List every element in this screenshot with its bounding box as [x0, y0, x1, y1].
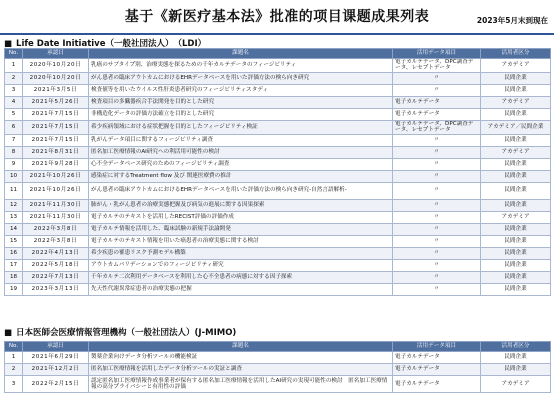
table-row: [5, 146, 551, 158]
cell-source: 〃: [393, 211, 481, 223]
cell-source: 〃: [393, 223, 481, 235]
table-row: [5, 72, 551, 84]
cell-date: 2021年10月26日: [23, 182, 89, 199]
cell-date: 2021年10月26日: [23, 170, 89, 182]
table-header-row: [5, 49, 551, 59]
date-note: 2023年5月末到现在: [476, 16, 548, 25]
cell-name: 製薬企業向けデータ分析ツールの機能検証: [89, 352, 393, 364]
cell-date: 2021年8月31日: [23, 146, 89, 158]
cell-name: 千年カルテ二次利用データベースを利用した心不全患者の病態に対する因子探索: [89, 271, 393, 283]
cell-date: 2021年3月5日: [23, 84, 89, 96]
table-row: [5, 120, 551, 134]
cell-no: 7: [5, 134, 23, 146]
cell-no: 14: [5, 223, 23, 235]
cell-no: 13: [5, 211, 23, 223]
table-row: [5, 283, 551, 295]
cell-no: 3: [5, 376, 23, 393]
cell-date: 2021年7月15日: [23, 134, 89, 146]
cell-no: 5: [5, 108, 23, 120]
cell-date: 2021年12月2日: [23, 364, 89, 376]
column-header-source: 活用データ項目: [393, 342, 481, 352]
cell-no: 10: [5, 170, 23, 182]
section-title-jmimo: [4, 326, 236, 338]
column-header-source: 活用データ項目: [393, 49, 481, 59]
cell-no: 2: [5, 72, 23, 84]
cell-source: 電子カルテデータ、DPC調査データ、レセプトデータ: [393, 120, 481, 134]
cell-no: 6: [5, 120, 23, 134]
cell-name: アウトカムバリデーションでのフィージビリティ研究: [89, 259, 393, 271]
cell-source: 〃: [393, 271, 481, 283]
cell-type: 民間企業: [481, 223, 551, 235]
cell-date: 2022年2月15日: [23, 376, 89, 393]
cell-no: 9: [5, 158, 23, 170]
cell-date: 2021年7月15日: [23, 120, 89, 134]
table-row: [5, 352, 551, 364]
cell-name: 検査項目の多臓器疾合手法開発を目的とした研究: [89, 96, 393, 108]
cell-name: 乳がんデータ項目に関するフィージビリティ調査: [89, 134, 393, 146]
cell-name: 認定匿名加工医療情報作成事業者が保有する匿名加工医療情報を活用したAI研究の実現可能性の検討 匿名加工医療情報の高分プライバシーと有用性の評価: [89, 376, 393, 393]
table-row: [5, 364, 551, 376]
jmimo-table: [4, 341, 551, 393]
cell-name: 希少疾患の罹患リスク予測モデル構築: [89, 247, 393, 259]
cell-type: アカデミア: [481, 376, 551, 393]
cell-type: アカデミア: [481, 59, 551, 73]
cell-name: 非構造化データの評価方法確立を目的とした研究: [89, 108, 393, 120]
cell-no: 16: [5, 247, 23, 259]
cell-no: 12: [5, 199, 23, 211]
table-row: [5, 259, 551, 271]
cell-date: 2022年4月13日: [23, 247, 89, 259]
ldi-table: [4, 48, 551, 296]
table-header-row: [5, 342, 551, 352]
cell-name: 心不全データベース研究のためのフィージビリティ調査: [89, 158, 393, 170]
column-header-type: 活用者区分: [481, 49, 551, 59]
cell-date: 2021年11月30日: [23, 211, 89, 223]
table-row: [5, 108, 551, 120]
cell-no: 11: [5, 182, 23, 199]
cell-name: 電子カルテのテキストを活用したRECIST評価の評価作成: [89, 211, 393, 223]
cell-type: 民間企業: [481, 364, 551, 376]
table-row: [5, 170, 551, 182]
table-row: [5, 134, 551, 146]
cell-source: 〃: [393, 158, 481, 170]
table-row: [5, 271, 551, 283]
table-row: [5, 235, 551, 247]
table-row: [5, 158, 551, 170]
table-row: [5, 84, 551, 96]
table-row: [5, 376, 551, 393]
page-title: 基于《新医疗基本法》批准的项目课题成果列表: [124, 9, 430, 25]
cell-date: 2021年11月30日: [23, 199, 89, 211]
cell-no: 19: [5, 283, 23, 295]
cell-no: 18: [5, 271, 23, 283]
column-header-type: 活用者区分: [481, 342, 551, 352]
cell-source: 〃: [393, 235, 481, 247]
section-title-jmimo-text: 日本医師会医療情報管理機构（一般社団法人）(J-MIMO): [16, 328, 237, 338]
cell-source: 〃: [393, 134, 481, 146]
cell-name: 匿名加工医療情報のAI研究への利活用可能性の検討: [89, 146, 393, 158]
column-header-date: 承認日: [23, 342, 89, 352]
cell-name: 乳癌のサブタイプ別、治療実態を探るための千年カルテデータのフィージビリティ: [89, 59, 393, 73]
table-row: [5, 223, 551, 235]
cell-name: 感染症に対するTreatment flow 及び 関連医療費の推計: [89, 170, 393, 182]
cell-type: 民間企業: [481, 108, 551, 120]
table-row: [5, 96, 551, 108]
cell-source: 電子カルテデータ: [393, 352, 481, 364]
section-title-ldi-text: Life Date Initiative（一般社団法人） （LDI）: [16, 39, 207, 49]
cell-type: 民間企業: [481, 84, 551, 96]
cell-source: 電子カルテデータ: [393, 364, 481, 376]
cell-source: 〃: [393, 84, 481, 96]
title-bar: [0, 0, 554, 34]
cell-no: 1: [5, 352, 23, 364]
square-bullet-icon: ■: [4, 328, 13, 338]
cell-name: 検査値等を用いたウイルス性肝炎患者研究のフィージビリティスタディ: [89, 84, 393, 96]
cell-name: がん患者の臨床アウトカムにおけるEHRデータベースを用いた評価方法の検ら向き研究: [89, 72, 393, 84]
column-header-name: 課題名: [89, 342, 393, 352]
cell-date: 2023年3月13日: [23, 283, 89, 295]
cell-source: 電子カルテデータ: [393, 108, 481, 120]
cell-type: アカデミア: [481, 211, 551, 223]
cell-source: 〃: [393, 199, 481, 211]
cell-source: 〃: [393, 247, 481, 259]
cell-date: 2022年3月8日: [23, 223, 89, 235]
cell-source: 電子カルテデータ: [393, 96, 481, 108]
cell-type: 民間企業: [481, 352, 551, 364]
cell-source: 〃: [393, 182, 481, 199]
cell-date: 2022年5月18日: [23, 259, 89, 271]
cell-no: 8: [5, 146, 23, 158]
table-row: [5, 199, 551, 211]
cell-type: 民間企業: [481, 170, 551, 182]
cell-date: 2021年5月26日: [23, 96, 89, 108]
cell-type: 民間企業: [481, 283, 551, 295]
cell-type: 民間企業: [481, 271, 551, 283]
cell-name: 先天性代謝異常症患者の治療実態の把握: [89, 283, 393, 295]
square-bullet-icon: ■: [4, 39, 13, 49]
cell-no: 4: [5, 96, 23, 108]
cell-name: 匿名加工医療情報を活用したデータ分析ツールの実証と調査: [89, 364, 393, 376]
column-header-date: 承認日: [23, 49, 89, 59]
cell-type: 民間企業: [481, 247, 551, 259]
cell-type: 民間企業: [481, 235, 551, 247]
cell-name: 肺がん・乳がん患者の治療実態把握及び病気の進展に関する因果探索: [89, 199, 393, 211]
cell-type: アカデミア: [481, 96, 551, 108]
cell-no: 3: [5, 84, 23, 96]
cell-source: 〃: [393, 146, 481, 158]
column-header-no: No.: [5, 342, 23, 352]
cell-no: 1: [5, 59, 23, 73]
cell-type: 民間企業: [481, 259, 551, 271]
cell-date: 2022年7月13日: [23, 271, 89, 283]
cell-type: 民間企業: [481, 199, 551, 211]
cell-date: 2021年6月29日: [23, 352, 89, 364]
cell-source: 〃: [393, 72, 481, 84]
cell-date: 2022年3月8日: [23, 235, 89, 247]
cell-date: 2020年10月20日: [23, 59, 89, 73]
cell-source: 電子カルテデータ: [393, 376, 481, 393]
column-header-no: No.: [5, 49, 23, 59]
title-divider: [0, 33, 554, 35]
cell-type: アカデミア: [481, 146, 551, 158]
cell-source: 電子カルテデータ、DPC調査データ、レセプトデータ: [393, 59, 481, 73]
cell-source: 〃: [393, 170, 481, 182]
cell-type: 民間企業: [481, 182, 551, 199]
cell-name: 希少疾病領域における症状把握を目的としたフィージビリティ検証: [89, 120, 393, 134]
table-row: [5, 182, 551, 199]
cell-no: 15: [5, 235, 23, 247]
cell-name: 電子カルテ情報を活用した、臨床試験の新規手法論開発: [89, 223, 393, 235]
cell-type: 民間企業: [481, 72, 551, 84]
cell-date: 2021年7月15日: [23, 108, 89, 120]
cell-type: アカデミア／民間企業: [481, 120, 551, 134]
cell-name: がん患者の臨床アウトカムにおけるEHRデータベースを用いた評価方法の検ら向き研究-自然言語解析-: [89, 182, 393, 199]
cell-no: 17: [5, 259, 23, 271]
cell-date: 2021年9月28日: [23, 158, 89, 170]
column-header-name: 課題名: [89, 49, 393, 59]
cell-name: 電子カルテのテキスト情報を用いた癌患者の治療実態に関する検討: [89, 235, 393, 247]
cell-type: 民間企業: [481, 158, 551, 170]
cell-source: 〃: [393, 259, 481, 271]
table-row: [5, 211, 551, 223]
table-row: [5, 247, 551, 259]
cell-date: 2020年10月20日: [23, 72, 89, 84]
cell-no: 2: [5, 364, 23, 376]
cell-source: 〃: [393, 283, 481, 295]
cell-type: 民間企業: [481, 134, 551, 146]
table-row: [5, 59, 551, 73]
